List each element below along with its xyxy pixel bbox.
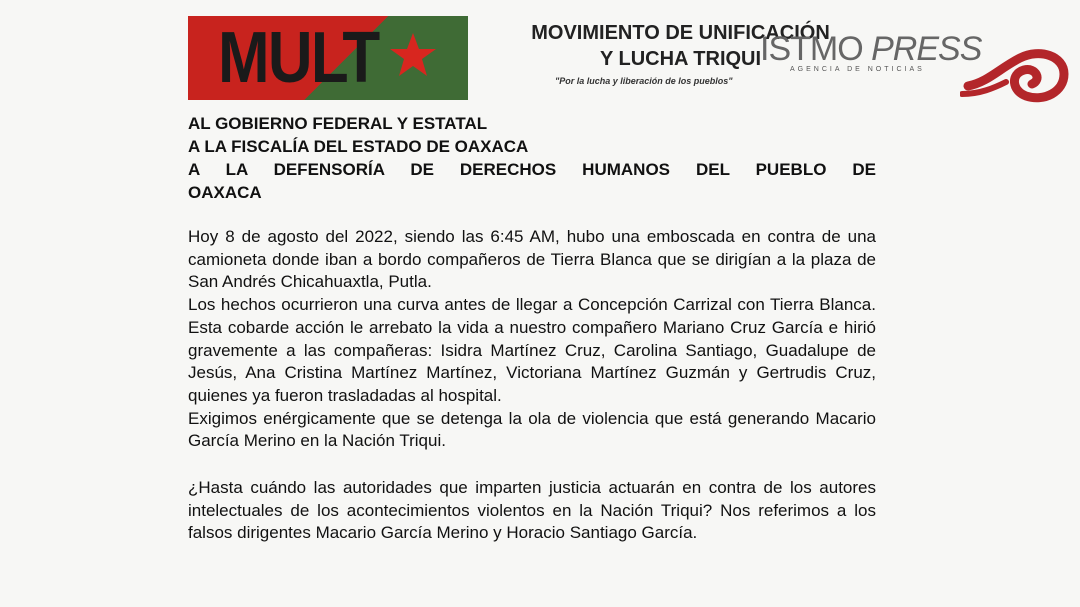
org-name-line2: Y LUCHA TRIQUI [599,48,762,70]
recipient-line: A LA DEFENSORÍA DE DERECHOS HUMANOS DEL PUEBLO DE [188,160,876,179]
watermark-tagline: AGENCIA DE NOTICIAS [790,66,925,73]
red-star-icon [388,30,438,80]
organization-motto: "Por la lucha y liberación de los pueblos" [555,76,733,86]
org-name-line1: MOVIMIENTO DE UNIFICACIÓN [531,22,830,44]
watermark-brand-a: ISTMO [760,30,863,68]
recipient-line: OAXACA [188,183,262,202]
watermark-brand-b: PRESS [871,30,982,68]
paragraph: Hoy 8 de agosto del 2022, siendo las 6:45 AM, hubo una emboscada en contra de una camioneta donde iban a bordo compañeros de Tierra Blanca que se dirigían a la plaza de San Andrés Chicahuaxtla, Putla. [188,227,876,292]
recipient-line: AL GOBIERNO FEDERAL Y ESTATAL [188,114,488,133]
paragraph: Exigimos enérgicamente que se detenga la ola de violencia que está generando Macario García Merino en la Nación Triqui. [188,408,876,451]
recipients-block [188,112,876,204]
spiral-logo-icon [960,38,1070,108]
mult-logo-text: MULT [218,18,379,98]
paragraph: Los hechos ocurrieron una curva antes de llegar a Concepción Carrizal con Tierra Blanca. Esta cobarde acción le arrebato la vida a nuestro compañero Mariano Cruz García e hirió gravemente a las compañeras: Isidra Martínez Cruz, Carolina Santiago, Guadalupe de Jesús, Ana Cristina Martínez Martínez, Victoriana Martínez Guzmán y Gertrudis Cruz, quienes ya fueron trasladadas al hospital. [188,295,876,405]
recipient-line: A LA FISCALÍA DEL ESTADO DE OAXACA [188,137,529,156]
statement-body [188,226,876,545]
paragraph: ¿Hasta cuándo las autoridades que imparten justicia actuarán en contra de los autores intelectuales de los acontecimientos violentos en la Nación Triqui? Nos referimos a los falsos dirigentes Macario García Merino y Horacio Santiago García. [188,478,876,543]
istmo-press-watermark [760,30,981,69]
